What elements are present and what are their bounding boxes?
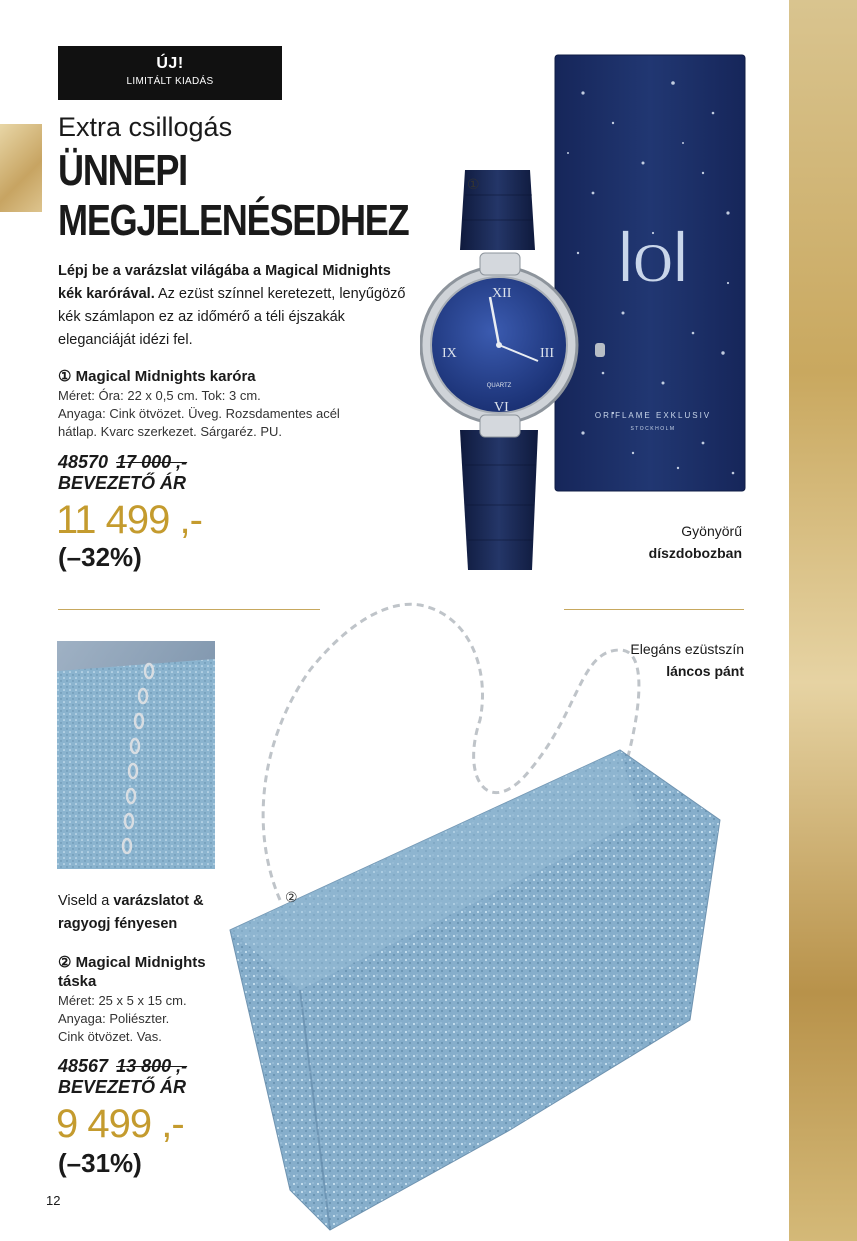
watch-desc-line-3: hátlap. Kvarc szerkezet. Sárgaréz. PU. xyxy=(58,424,282,439)
gold-side-strip xyxy=(789,0,857,1241)
watch-image xyxy=(420,165,620,575)
watch-desc-line-2: Anyaga: Cink ötvözet. Üveg. Rozsdamentes acél xyxy=(58,406,340,421)
bag-price: 9 499 ,- xyxy=(56,1102,184,1146)
intro-bold: Lépj be a varázslat világába a Magical Midnights kék karórával. xyxy=(58,263,391,302)
watch-intro-label: BEVEZETŐ ÁR xyxy=(58,473,187,493)
new-limited-badge xyxy=(58,46,282,100)
svg-text:III: III xyxy=(540,346,554,361)
bag-detail-bold-1: varázslatot & xyxy=(113,893,204,909)
page-number: 12 xyxy=(46,1193,61,1208)
badge-title: ÚJ! xyxy=(156,55,184,72)
bag-caption-bold: láncos pánt xyxy=(666,663,744,679)
page-headline xyxy=(58,146,443,246)
bag-desc-line-2: Anyaga: Poliészter. xyxy=(58,1011,170,1026)
watch-caption xyxy=(649,520,742,564)
svg-text:VI: VI xyxy=(494,400,509,415)
gold-left-tab xyxy=(0,124,42,212)
bag-discount: (–31%) xyxy=(58,1148,142,1178)
bag-product-name xyxy=(58,953,206,991)
watch-old-price: 17 000 ,- xyxy=(116,452,188,472)
bag-caption-normal: Elegáns ezüstszín xyxy=(630,641,744,657)
intro-paragraph xyxy=(58,260,418,352)
bag-description xyxy=(58,992,258,1046)
watch-discount: (–32%) xyxy=(58,542,142,572)
bag-detail-caption xyxy=(58,890,204,936)
bag-old-price: 13 800 ,- xyxy=(116,1056,188,1076)
svg-text:IX: IX xyxy=(442,346,457,361)
box-brand: ORIFLAME EXKLUSIV xyxy=(594,411,712,420)
watch-code-line xyxy=(58,452,187,473)
svg-text:XII: XII xyxy=(492,286,512,301)
bag-code-line xyxy=(58,1056,187,1077)
headline-line-2: MEGJELENÉSEDHEZ xyxy=(58,196,409,245)
bag-name-line-2: táska xyxy=(58,973,97,990)
bag-desc-line-3: Cink ötvözet. Vas. xyxy=(58,1029,162,1044)
bag-detail-image xyxy=(57,641,215,869)
badge-subtitle: LIMITÁLT KIADÁS xyxy=(126,76,214,87)
watch-caption-normal: Gyönyörű xyxy=(681,523,742,539)
watch-price: 11 499 ,- xyxy=(56,498,202,542)
intro-normal: Az ezüst színnel keretezett, lenyűgöző kék számlapon ez az időmérő a téli éjszakák eleganciáját idézi fel. xyxy=(58,286,406,348)
watch-product-name: ① Magical Midnights karóra xyxy=(58,368,256,385)
bag-name-line-1: ② Magical Midnights xyxy=(58,954,206,971)
bag-marker: ② xyxy=(285,889,298,905)
bag-image xyxy=(220,590,740,1240)
bag-product-code: 48567 xyxy=(58,1056,109,1076)
bag-detail-normal: Viseld a xyxy=(58,893,114,909)
page-subtitle: Extra csillogás xyxy=(58,112,233,142)
watch-marker: ① xyxy=(467,176,480,192)
box-logo: ꟾOꟾ xyxy=(617,233,689,293)
bag-intro-label: BEVEZETŐ ÁR xyxy=(58,1077,187,1097)
watch-dial-text: QUARTZ xyxy=(486,383,512,389)
watch-caption-bold: díszdobozban xyxy=(648,545,742,561)
box-city: STOCKHOLM xyxy=(630,426,676,432)
bag-desc-line-1: Méret: 25 x 5 x 15 cm. xyxy=(58,993,187,1008)
headline-line-1: ÜNNEPI xyxy=(58,146,187,195)
bag-detail-bold-2: ragyogj fényesen xyxy=(58,916,178,932)
watch-product-code: 48570 xyxy=(58,452,109,472)
watch-description xyxy=(58,387,418,441)
bag-chain-caption xyxy=(630,638,744,682)
watch-desc-line-1: Méret: Óra: 22 x 0,5 cm. Tok: 3 cm. xyxy=(58,388,261,403)
